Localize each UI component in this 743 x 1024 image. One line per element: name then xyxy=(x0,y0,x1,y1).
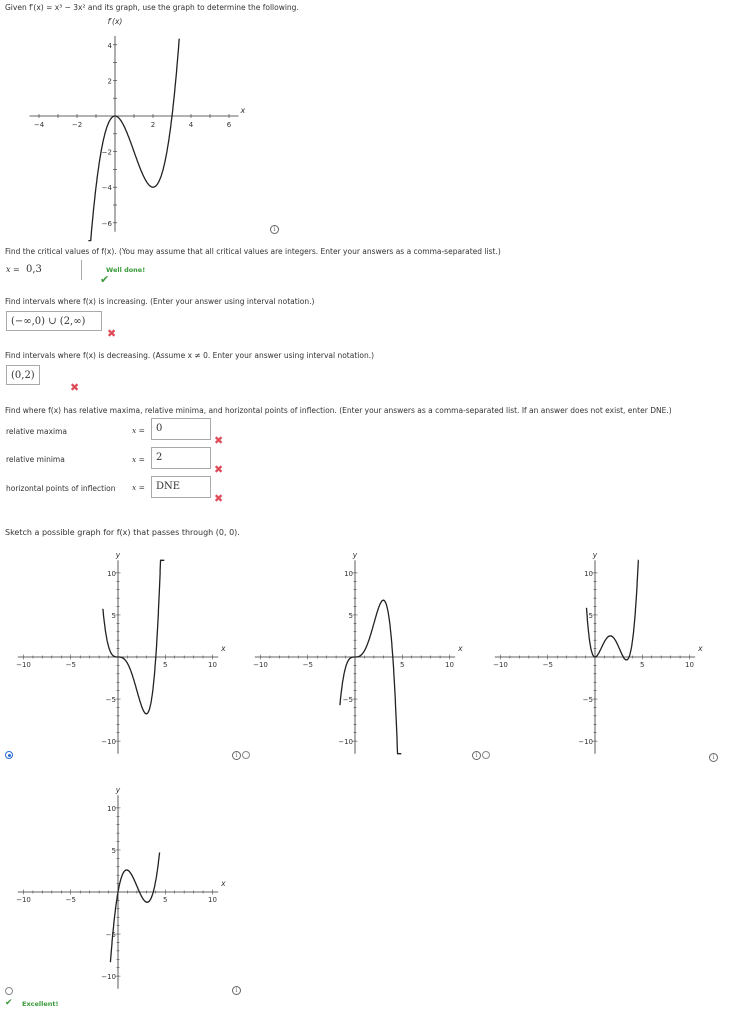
y-tick-label: 4 xyxy=(107,41,112,50)
option-b-radio[interactable] xyxy=(242,751,250,759)
option-graph-b xyxy=(245,540,485,760)
x-tick-label: −10 xyxy=(253,661,268,669)
inflection-label: horizontal points of inflection xyxy=(6,484,116,493)
y-axis-label: y xyxy=(592,550,598,560)
x-tick-label: −10 xyxy=(493,661,508,669)
option-a-radio[interactable] xyxy=(5,751,13,759)
x-axis-label: x xyxy=(221,879,226,888)
y-axis-label: y xyxy=(115,550,121,560)
info-icon[interactable]: i xyxy=(232,986,241,995)
y-tick-label: 5 xyxy=(588,611,593,620)
x-tick-label: −2 xyxy=(71,121,83,129)
x-tick-label: −5 xyxy=(302,661,313,669)
info-icon[interactable]: i xyxy=(270,225,279,234)
info-icon[interactable]: i xyxy=(709,753,718,762)
option-d-radio[interactable] xyxy=(5,987,13,995)
x-equals-label: x = xyxy=(132,483,145,492)
info-icon[interactable]: i xyxy=(472,751,481,760)
y-tick-label: −10 xyxy=(338,738,353,747)
y-tick-label: −5 xyxy=(582,696,593,705)
x-tick-label: 5 xyxy=(163,896,168,904)
x-axis-label: x xyxy=(698,644,703,653)
relative-minima-input[interactable]: 2 xyxy=(151,447,211,469)
y-tick-label: −2 xyxy=(101,148,112,157)
y-tick-label: −5 xyxy=(342,696,353,705)
relative-maxima-input[interactable]: 0 xyxy=(151,418,211,440)
x-equals-label: x = xyxy=(132,455,145,464)
decreasing-prompt: Find intervals where f(x) is decreasing. (Assume x ≠ 0. Enter your answer using interval notation.) xyxy=(5,351,375,360)
x-axis-label: x xyxy=(221,644,226,653)
y-tick-label: 5 xyxy=(348,611,353,620)
option-graph-d xyxy=(0,775,240,995)
y-tick-label: −6 xyxy=(101,219,112,228)
y-tick-label: 10 xyxy=(584,569,593,578)
wrong-icon: ✖ xyxy=(70,381,80,394)
function-curve xyxy=(103,560,164,714)
function-curve xyxy=(340,600,401,754)
inflection-input[interactable]: DNE xyxy=(151,476,211,498)
x-equals-label: x = xyxy=(6,265,20,274)
x-tick-label: 2 xyxy=(150,121,156,129)
x-tick-label: −10 xyxy=(16,661,31,669)
x-axis-label: x xyxy=(458,644,463,653)
y-tick-label: 2 xyxy=(107,77,112,86)
check-icon: ✔ xyxy=(5,998,13,1008)
y-tick-label: −4 xyxy=(101,184,112,193)
y-axis-label: y xyxy=(115,785,121,795)
x-tick-label: 10 xyxy=(208,661,217,669)
y-axis-label: y xyxy=(352,550,358,560)
increasing-input[interactable]: (−∞,0) ∪ (2,∞) xyxy=(6,311,102,331)
decreasing-input[interactable]: (0,2) xyxy=(6,365,40,385)
option-c-radio[interactable] xyxy=(482,751,490,759)
y-axis-label: f′(x) xyxy=(107,17,123,26)
extrema-prompt: Find where f(x) has relative maxima, relative minima, and horizontal points of inflection. (Enter your answers as a comma-separated list. If an answer does not exist, enter DNE.) xyxy=(5,406,672,415)
x-tick-label: 10 xyxy=(685,661,694,669)
x-tick-label: −4 xyxy=(33,121,45,129)
feedback-well-done: Well done! xyxy=(106,266,146,274)
wrong-icon: ✖ xyxy=(107,327,117,340)
y-tick-label: −10 xyxy=(578,738,593,747)
x-tick-label: 10 xyxy=(445,661,454,669)
info-icon[interactable]: i xyxy=(232,751,241,760)
y-tick-label: −10 xyxy=(101,738,116,747)
y-tick-label: −5 xyxy=(105,696,116,705)
x-tick-label: 10 xyxy=(208,896,217,904)
relative-minima-label: relative minima xyxy=(6,455,65,464)
option-graph-a xyxy=(0,540,240,760)
x-tick-label: −5 xyxy=(65,661,76,669)
wrong-icon: ✖ xyxy=(214,434,224,447)
y-tick-label: 5 xyxy=(111,846,116,855)
derivative-curve xyxy=(88,39,179,241)
feedback-excellent: Excellent! xyxy=(22,1000,59,1008)
x-tick-label: 5 xyxy=(400,661,405,669)
wrong-icon: ✖ xyxy=(214,463,224,476)
question-intro: Given f′(x) = x³ − 3x² and its graph, use the graph to determine the following. xyxy=(5,3,299,12)
derivative-graph xyxy=(33,15,280,240)
increasing-prompt: Find intervals where f(x) is increasing. (Enter your answer using interval notation.) xyxy=(5,297,315,306)
sketch-prompt: Sketch a possible graph for f(x) that passes through (0, 0). xyxy=(5,528,240,537)
y-tick-label: −5 xyxy=(105,931,116,940)
x-tick-label: 6 xyxy=(226,121,232,129)
x-axis-label: x xyxy=(240,106,246,115)
x-tick-label: 5 xyxy=(640,661,645,669)
critical-values-input[interactable]: 0,3 xyxy=(22,260,82,280)
x-equals-label: x = xyxy=(132,426,145,435)
x-tick-label: −5 xyxy=(65,896,76,904)
x-tick-label: 4 xyxy=(188,121,194,129)
function-curve xyxy=(587,560,639,660)
y-tick-label: −10 xyxy=(101,973,116,982)
y-tick-label: 10 xyxy=(107,569,116,578)
y-tick-label: 10 xyxy=(107,804,116,813)
option-graph-c xyxy=(485,540,725,760)
y-tick-label: 10 xyxy=(344,569,353,578)
x-tick-label: 5 xyxy=(163,661,168,669)
check-icon: ✔ xyxy=(100,273,110,286)
wrong-icon: ✖ xyxy=(214,492,224,505)
x-tick-label: −5 xyxy=(542,661,553,669)
y-tick-label: 5 xyxy=(111,611,116,620)
relative-maxima-label: relative maxima xyxy=(6,427,67,436)
critical-values-prompt: Find the critical values of f(x). (You may assume that all critical values are integers. Enter your answers as a comma-separated list.) xyxy=(5,247,501,256)
x-tick-label: −10 xyxy=(16,896,31,904)
